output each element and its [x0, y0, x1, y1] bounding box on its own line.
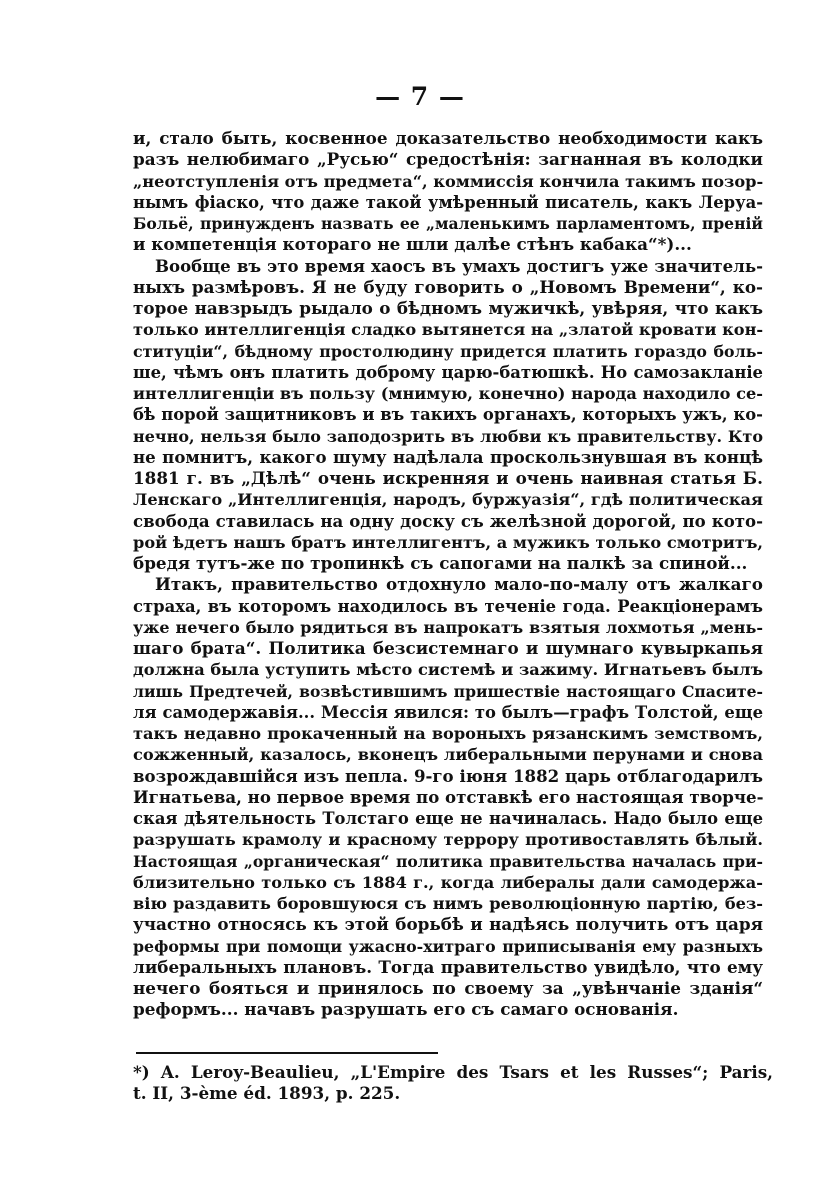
text-line: уже нечего было рядиться въ напрокатъ взятыя лохмотья „мень-: [133, 617, 763, 637]
footnote: [133, 1061, 773, 1104]
text-line: страха, въ которомъ находилось въ теченіе года. Реакціонерамъ: [133, 596, 763, 616]
text-line: Ленскаго „Интеллигенція, народъ, буржуазія“, гдѣ политическая: [133, 490, 763, 510]
text-line: нечего бояться и принялось по своему за „увѣнчаніе зданія“: [133, 978, 763, 998]
text-line: ская дѣятельность Толстаго еще не начиналась. Надо было еще: [133, 809, 763, 828]
text-line: ля самодержавія... Мессія явился: то былъ—графъ Толстой, еще: [133, 702, 763, 722]
text-line: шаго брата“. Политика безсистемнаго и шумнаго кувыркапья: [133, 638, 763, 658]
text-line: ше, чѣмъ онъ платить доброму царю-батюшкѣ. Но самозакланіе: [133, 362, 763, 382]
footnote-divider: [136, 1052, 438, 1054]
text-line: бредя тутъ-же по тропинкѣ съ сапогами на палкѣ за спиной...: [133, 553, 748, 573]
text-line: свобода ставилась на одну доску съ желѣзной дорогой, по кото-: [133, 510, 763, 531]
text-line: участно относясь къ этой борьбѣ и надѣясь получить отъ царя: [133, 914, 763, 935]
text-line: либеральныхъ плановъ. Тогда правительство увидѣло, что ему: [133, 956, 763, 977]
text-line: и, стало быть, косвенное доказательство необходимости какъ: [133, 128, 763, 148]
page-number: — 7 —: [375, 82, 465, 111]
text-line: Игнатьева, но первое время по отставкѣ его настоящая творче-: [133, 786, 763, 807]
text-line: такъ недавно прокаченный на вороныхъ рязанскимъ земствомъ,: [133, 724, 763, 743]
text-line: должна была уступить мѣсто системѣ и зажиму. Игнатьевъ былъ: [133, 660, 763, 680]
text-line: Настоящая „органическая“ политика правительства началась при-: [133, 851, 763, 871]
text-line: сожженный, казалось, вконецъ либеральными перунами и снова: [133, 745, 763, 765]
text-line: нечно, нельзя было заподозрить въ любви къ правительству. Кто: [133, 426, 763, 446]
text-line: ституціи“, бѣдному простолюдину придется платить гораздо боль-: [133, 341, 763, 361]
text-line: только интеллигенція сладко вытянется на „златой кровати кон-: [133, 320, 763, 340]
text-line: рой ѣдетъ нашъ братъ интеллигентъ, а мужикъ только смотритъ,: [133, 532, 763, 552]
text-line: „неотступленія отъ предмета“, коммиссія кончила такимъ позор-: [133, 171, 763, 191]
text-line: торое навзрыдъ рыдало о бѣдномъ мужичкѣ, увѣряя, что какъ: [133, 298, 763, 318]
text-line: близительно только съ 1884 г., когда либералы дали самодержа-: [133, 872, 763, 892]
footnote-line: *) A. Leroy-Beaulieu, „L'Empire des Tsars et les Russes“; Paris,: [133, 1062, 773, 1082]
text-line: реформъ... начавъ разрушать его съ самаго основанія.: [133, 999, 679, 1020]
text-line: нымъ фіаско, что даже такой умѣренный писатель, какъ Леруа-: [133, 192, 763, 212]
footnote-line: t. II, 3-ème éd. 1893, p. 225.: [133, 1083, 401, 1104]
text-line: не помнитъ, какого шуму надѣлала проскользнувшая въ концѣ: [133, 446, 763, 467]
text-line: разъ нелюбимаго „Русью“ средостѣнія: загнанная въ колодки: [133, 149, 763, 170]
text-line: 1881 г. въ „Дѣлѣ“ очень искренняя и очень наивная статья Б.: [133, 468, 763, 488]
body-text: [133, 128, 763, 1021]
text-line: бѣ порой защитниковъ и въ такихъ органахъ, которыхъ ужъ, ко-: [133, 405, 763, 425]
paragraph-3: [133, 574, 763, 1020]
text-line: вію раздавить боровшуюся съ нимъ революціонную партію, без-: [133, 894, 763, 913]
paragraph-1: [133, 128, 763, 256]
text-line: и компетенція котораго не шли далѣе стѣнъ кабака“*)...: [133, 234, 692, 255]
text-line: ныхъ размѣровъ. Я не буду говорить о „Новомъ Времени“, ко-: [133, 276, 763, 297]
text-line: Итакъ, правительство отдохнуло мало-по-малу отъ жалкаго: [155, 574, 763, 595]
paragraph-2: [133, 256, 763, 575]
text-line: лишь Предтечей, возвѣстившимъ пришествіе настоящаго Спасите-: [133, 681, 763, 701]
text-line: реформы при помощи ужасно-хитраго приписыванія ему разныхъ: [133, 936, 763, 956]
text-line: разрушать крамолу и красному террору противоставлять бѣлый.: [133, 830, 763, 850]
text-line: Больё, принужденъ назвать ее „маленькимъ парламентомъ, преній: [133, 214, 763, 233]
text-line: возрождавшійся изъ пепла. 9-го іюня 1882 царь отблагодарилъ: [133, 765, 763, 786]
text-line: интеллигенціи въ пользу (мнимую, конечно) народа находило се-: [133, 384, 763, 403]
text-line: Вообще въ это время хаосъ въ умахъ достигъ уже значитель-: [155, 255, 763, 276]
